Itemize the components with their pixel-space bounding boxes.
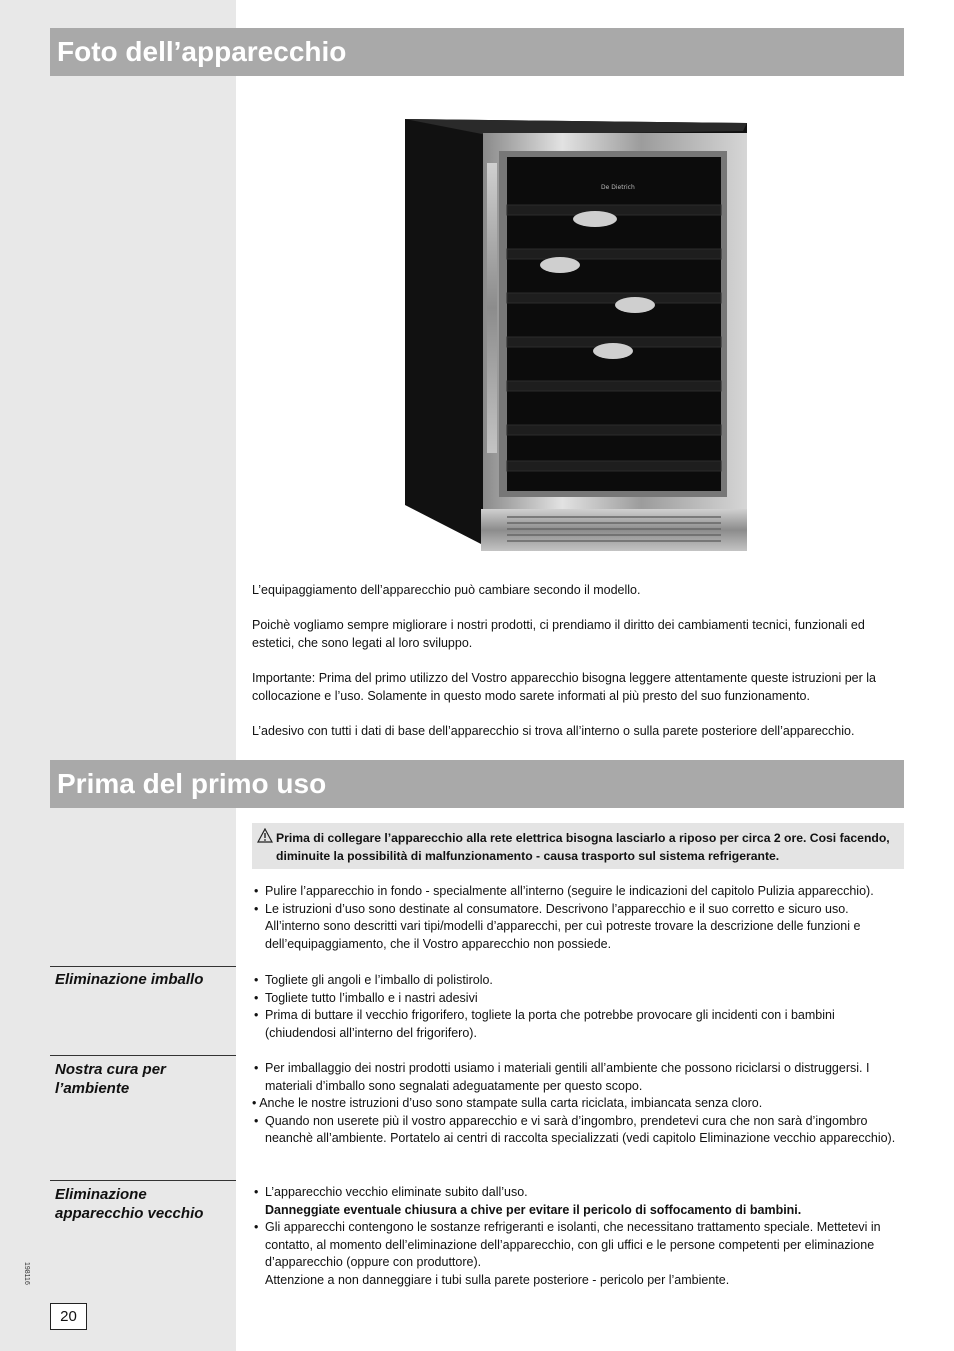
- unpacking-list: [252, 972, 904, 1042]
- intro-paragraph-2: Poichè vogliamo sempre migliorare i nostri prodotti, ci prendiamo il diritto dei cambiamenti tecnici, funzionali ed estetici, che sono legati al loro sviluppo.: [252, 618, 865, 650]
- heading-environment: Nostra cura per l’ambiente: [55, 1061, 166, 1097]
- general-list: [252, 883, 904, 953]
- environment-list: [252, 1060, 904, 1148]
- list-item: • Gli apparecchi contengono le sostanze refrigeranti e isolanti, che necessitano trattamento speciale. Mettetevi in contatto, al momento dell’eliminazione dell’apparecchio, con gli uffici e le persone competenti per eliminazione d’apparecchio (oppure con produttore). Attenzione a non danneggiare i tubi sulla parete posteriore - pericolo per l’ambiente.: [254, 1220, 881, 1287]
- section-title-first-use: Prima del primo uso: [50, 760, 904, 808]
- intro-paragraph-3: Importante: Prima del primo utilizzo del Vostro apparecchio bisogna leggere attentamente queste istruzioni per la collocazione e l’uso. Solamente in questo modo sarete informati al più presto del suo funzionamento.: [252, 671, 876, 703]
- heading-unpacking: Eliminazione imballo: [55, 971, 204, 988]
- list-item: • Anche le nostre istruzioni d’uso sono stampate sulla carta riciclata, imbiancata senza cloro.: [252, 1096, 763, 1110]
- wine-cooler-illustration: [395, 113, 755, 553]
- warning-triangle-icon: [257, 828, 273, 843]
- intro-paragraph-4: L’adesivo con tutti i dati di base dell’apparecchio si trova all’interno o sulla parete posteriore dell’apparecchio.: [252, 724, 855, 738]
- list-item: • Pulire l’apparecchio in fondo - specialmente all’interno (seguire le indicazioni del capitolo Pulizia apparecchio).: [254, 884, 874, 898]
- appliance-photo: [395, 113, 755, 553]
- disposal-warning-bold: Danneggiate eventuale chiusura a chive per evitare il pericolo di soffocamento di bambini.: [265, 1202, 802, 1217]
- list-item: • Prima di buttare il vecchio frigorifero, togliete la porta che potrebbe provocare gli incidenti con i bambini (chiudendosi all’interno del frigorifero).: [254, 1008, 835, 1040]
- left-sidebar-band: [0, 0, 236, 1351]
- list-item: • Togliete tutto l’imballo e i nastri adesivi: [254, 990, 478, 1005]
- page-number: 20: [50, 1303, 87, 1330]
- intro-paragraph-1: L’equipaggiamento dell’apparecchio può cambiare secondo il modello.: [252, 583, 641, 597]
- divider: [50, 1180, 236, 1181]
- list-item: • Quando non userete più il vostro apparecchio e vi sarà d’ingombro, prendetevi cura che non sarà d’ingombro neanchè all’ambiente. Portatelo ai centri di raccolta specializzati (vedi capitolo Eliminazione vecchio apparecchio).: [254, 1113, 896, 1145]
- list-item: • L’apparecchio vecchio eliminate subito dall’uso. Danneggiate eventuale chiusura a chive per evitare il pericolo di soffocamento di bambini.: [254, 1185, 802, 1217]
- list-item: • Togliete gli angoli e l’imballo di polistirolo.: [254, 973, 493, 987]
- section-title-photo: Foto dell’apparecchio: [50, 28, 904, 76]
- list-item: • Le istruzioni d’uso sono destinate al consumatore. Descrivono l’apparecchio e il suo corretto e sicuro uso. All’interno sono descritti vari tipi/modelli d’apparecchi, per cuì potreste trovare la descrizione delle funzioni e dell’equipaggiamento, che il Vostro apparecchio non possiede.: [254, 901, 861, 951]
- warning-box: [252, 823, 904, 869]
- warning-text: Prima di collegare l’apparecchio alla rete elettrica bisogna lasciarlo a riposo per circa 2 ore. Cosi facendo, diminuite la possibilità di malfunzionamento - causa trasporto sul sistema refrigerante.: [276, 831, 890, 863]
- brand-label: De Dietrich: [601, 184, 635, 191]
- disposal-list: [252, 1184, 904, 1289]
- divider: [50, 966, 236, 967]
- document-code: 198116: [23, 1262, 30, 1285]
- heading-disposal: Eliminazione apparecchio vecchio: [55, 1186, 204, 1222]
- list-item: • Per imballaggio dei nostri prodotti usiamo i materiali gentili all’ambiente che possono riciclarsi o distruggersi. I materiali d’imballo sono segnalati adeguatamente per questo scopo.: [254, 1061, 870, 1093]
- divider: [50, 1055, 236, 1056]
